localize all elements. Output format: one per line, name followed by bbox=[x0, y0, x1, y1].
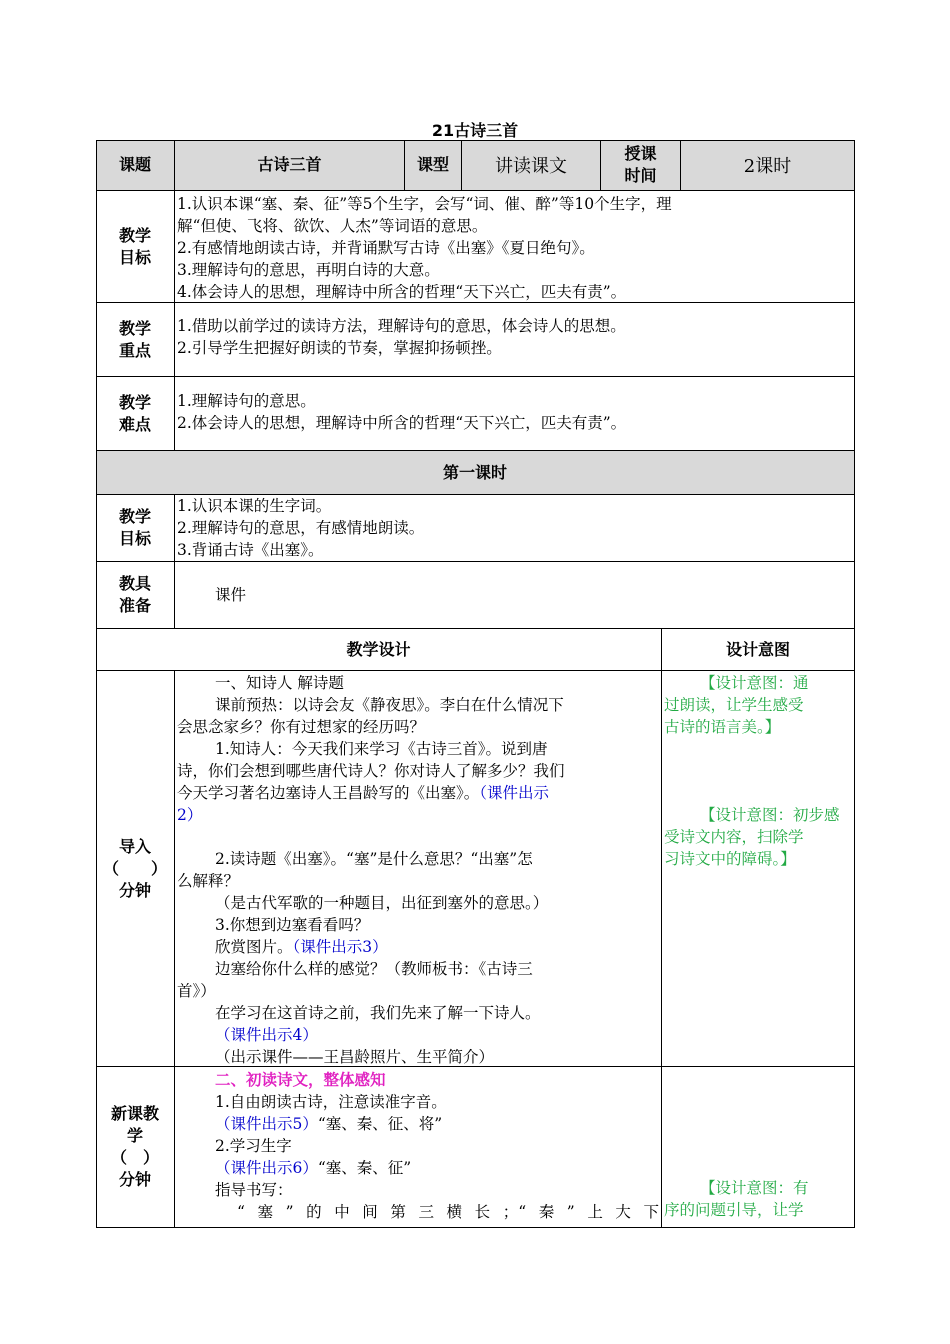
lesson-type-label: 课型 bbox=[405, 140, 462, 191]
intro-line: 么解释？ bbox=[177, 872, 240, 890]
intro-line: 诗，你们会想到哪些唐代诗人？你对诗人了解多少？我们 bbox=[177, 762, 565, 780]
document-title: 21古诗三首 bbox=[431, 121, 519, 140]
intro-line: 1.知诗人：今天我们来学习《古诗三首》。说到唐 bbox=[215, 740, 548, 758]
courseware-note: 2） bbox=[177, 806, 203, 824]
period-goal-line: 3.背诵古诗《出塞》。 bbox=[177, 541, 324, 559]
tools-content: 课件 bbox=[175, 562, 855, 629]
new-line: 指导书写： bbox=[215, 1181, 293, 1199]
period-one-heading: 第一课时 bbox=[96, 451, 855, 495]
teaching-time-label: 授课时间 bbox=[601, 140, 681, 191]
design-header: 教学设计 bbox=[96, 629, 662, 671]
class-hours-value: 2课时 bbox=[681, 140, 855, 191]
intent-line: 【设计意图：通 bbox=[700, 674, 809, 692]
key-point-line: 2.引导学生把握好朗读的节奏，掌握抑扬顿挫。 bbox=[177, 339, 502, 357]
intent-line: 序的问题引导，让学 bbox=[664, 1201, 804, 1219]
teaching-goals-label: 教学目标 bbox=[96, 191, 175, 303]
goal-line: 2.有感情地朗读古诗，并背诵默写古诗《出塞》《夏日绝句》。 bbox=[177, 239, 595, 257]
goal-line: 3.理解诗句的意思，再明白诗的大意。 bbox=[177, 261, 440, 279]
intro-line: 一、知诗人 解诗题 bbox=[215, 674, 344, 692]
intro-line: （出示课件——王昌龄照片、生平简介） bbox=[215, 1048, 495, 1066]
courseware-note: （课件出示6） bbox=[215, 1159, 318, 1177]
intro-text: 欣赏图片。 bbox=[215, 938, 293, 956]
section-heading: 二、初读诗文，整体感知 bbox=[215, 1070, 386, 1089]
courseware-note: （课件出示5） bbox=[215, 1115, 318, 1133]
intro-line: （是古代军歌的一种题目，出征到塞外的意思。） bbox=[215, 894, 549, 912]
difficulties-content bbox=[175, 377, 855, 451]
new-line bbox=[177, 1157, 659, 1179]
new-text: “塞、秦、征、将” bbox=[317, 1115, 443, 1133]
intro-line: 边塞给你什么样的感觉？（教师板书：《古诗三 bbox=[215, 960, 533, 978]
period-goal-line: 2.理解诗句的意思，有感情地朗读。 bbox=[177, 519, 425, 537]
new-line: 2.学习生字 bbox=[215, 1137, 292, 1155]
new-lesson-content bbox=[175, 1067, 662, 1228]
goal-line: 解“但使、飞将、欲饮、人杰”等词语的意思。 bbox=[177, 217, 488, 235]
intent-header: 设计意图 bbox=[662, 629, 855, 671]
intro-line bbox=[177, 782, 659, 804]
intent-line: 古诗的语言美。】 bbox=[664, 718, 781, 736]
lesson-title-label: 课题 bbox=[96, 140, 175, 191]
intro-line: 会思念家乡？你有过想家的经历吗？ bbox=[177, 718, 426, 736]
new-lesson-label: 新课教学（ ）分钟 bbox=[96, 1067, 175, 1228]
courseware-note: （课件出示 bbox=[479, 784, 550, 802]
intent-line: 【设计意图：有 bbox=[700, 1179, 809, 1197]
lesson-plan-table bbox=[96, 140, 855, 1228]
intent-note bbox=[664, 1177, 809, 1221]
teaching-goals-content bbox=[175, 191, 855, 303]
difficulty-line: 1.理解诗句的意思。 bbox=[177, 392, 316, 410]
intro-line: 2.读诗题《出塞》。“塞”是什么意思？“出塞”怎 bbox=[215, 850, 533, 868]
intro-content bbox=[175, 671, 662, 1067]
intent-line: 习诗文中的障碍。】 bbox=[664, 850, 796, 868]
intro-line: 在学习在这首诗之前，我们先来了解一下诗人。 bbox=[215, 1004, 541, 1022]
period-goal-line: 1.认识本课的生字词。 bbox=[177, 497, 332, 515]
goal-line: 4.体会诗人的思想，理解诗中所含的哲理“天下兴亡，匹夫有责”。 bbox=[177, 283, 627, 301]
tools-label: 教具准备 bbox=[96, 562, 175, 629]
intent-line: 受诗文内容，扫除学 bbox=[664, 828, 804, 846]
intent-note bbox=[664, 672, 809, 738]
intent-line: 【设计意图：初步感 bbox=[700, 806, 840, 824]
intent-note bbox=[664, 804, 840, 870]
new-intent-cell bbox=[662, 1067, 855, 1228]
new-text: “塞、秦、征” bbox=[317, 1159, 412, 1177]
courseware-note: （课件出示4） bbox=[215, 1026, 318, 1044]
lesson-title-value: 古诗三首 bbox=[175, 140, 405, 191]
intro-intent-cell bbox=[662, 671, 855, 1067]
intro-text: 今天学习著名边塞诗人王昌龄写的《出塞》。 bbox=[177, 784, 480, 802]
goal-line: 1.认识本课“塞、秦、征”等5个生字，会写“词、催、醉”等10个生字，理 bbox=[177, 195, 672, 213]
intro-line: 3.你想到边塞看看吗？ bbox=[215, 916, 370, 934]
difficulties-label: 教学难点 bbox=[96, 377, 175, 451]
period-goals-label: 教学目标 bbox=[96, 495, 175, 562]
key-points-label: 教学重点 bbox=[96, 303, 175, 377]
difficulty-line: 2.体会诗人的思想，理解诗中所含的哲理“天下兴亡，匹夫有责”。 bbox=[177, 414, 627, 432]
new-line bbox=[177, 1113, 659, 1135]
intro-line: 首》） bbox=[177, 982, 216, 1000]
intro-line bbox=[177, 936, 659, 958]
new-line: “塞”的中间第三横长；“秦”上大下 bbox=[237, 1203, 659, 1221]
intro-line: 课前预热：以诗会友《静夜思》。李白在什么情况下 bbox=[215, 696, 564, 714]
courseware-note: （课件出示3） bbox=[292, 938, 388, 956]
key-point-line: 1.借助以前学过的读诗方法，理解诗句的意思，体会诗人的思想。 bbox=[177, 317, 626, 335]
key-points-content bbox=[175, 303, 855, 377]
intent-line: 过朗读，让学生感受 bbox=[664, 696, 804, 714]
period-goals-content bbox=[175, 495, 855, 562]
lesson-type-value: 讲读课文 bbox=[462, 140, 601, 191]
new-line: 1.自由朗读古诗，注意读准字音。 bbox=[215, 1093, 447, 1111]
intro-label: 导入（ ）分钟 bbox=[96, 671, 175, 1067]
